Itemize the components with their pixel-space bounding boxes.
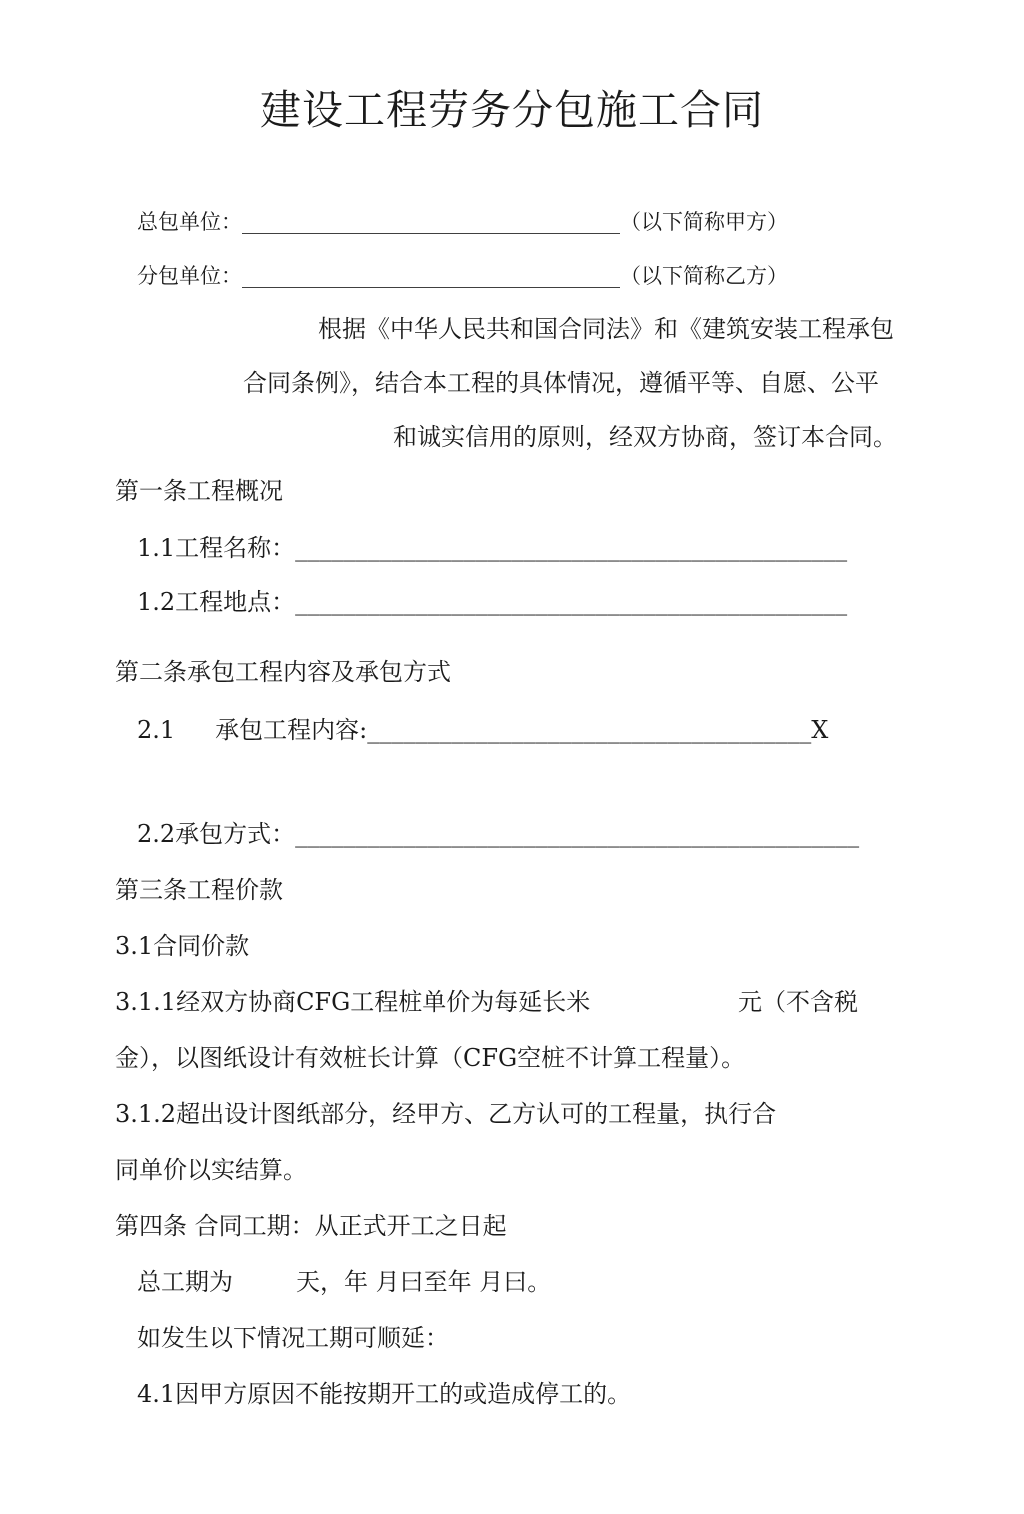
contractor-blank: ____________________________________	[242, 210, 620, 234]
article3-heading: 第三条工程价款	[115, 876, 283, 904]
total-duration-dates: 天，年 月曰至年 月曰。	[296, 1268, 552, 1296]
contract-mode-label: 2.2承包方式：	[137, 820, 296, 848]
scope-number: 2.1	[137, 716, 176, 744]
total-duration-label: 总工期为	[137, 1268, 233, 1296]
document-title: 建设工程劳务分包施工合同	[260, 86, 764, 134]
clause-3-1-1-line-1	[115, 990, 590, 1014]
clause-4-1: 4.1因甲方原因不能按期开工的或造成停工的。	[137, 1380, 632, 1408]
article2-item2	[137, 822, 859, 846]
extension-conditions: 如发生以下情况工期可顺延：	[137, 1324, 449, 1352]
article1-item1	[137, 536, 847, 560]
subcontractor-line	[137, 266, 788, 287]
unit-price-suffix: 元（不含税	[738, 988, 858, 1016]
contractor-line	[137, 212, 788, 233]
preamble-line-3: 和诚实信用的原则，经双方协商，签订本合同。	[393, 423, 897, 451]
contract-mode-blank: _______________________________________________	[295, 820, 860, 848]
scope-blank: _____________________________________	[367, 716, 812, 744]
scope-mark: X	[811, 716, 829, 744]
article1-item2	[137, 590, 847, 614]
clause-3-1-2-line-2: 同单价以实结算。	[115, 1156, 307, 1184]
subcontractor-label: 分包单位：	[137, 264, 242, 288]
project-location-blank: ______________________________________________	[295, 588, 848, 616]
project-location-label: 1.2工程地点：	[137, 588, 296, 616]
contract-price-heading: 3.1合同价款	[115, 932, 250, 960]
project-name-label: 1.1工程名称：	[137, 534, 296, 562]
preamble-line-1: 根据《中华人民共和国合同法》和《建筑安装工程承包	[318, 315, 894, 343]
clause-3-1-2-line-1: 3.1.2超出设计图纸部分，经甲方、乙方认可的工程量，执行合	[115, 1100, 777, 1128]
article1-heading: 第一条工程概况	[115, 477, 283, 505]
clause-3-1-1-line-2: 金），以图纸设计有效桩长计算（CFG空桩不计算工程量）。	[115, 1044, 746, 1072]
subcontractor-suffix: （以下简称乙方）	[620, 264, 788, 288]
preamble-line-2: 合同条例》，结合本工程的具体情况，遵循平等、自愿、公平	[243, 369, 879, 397]
subcontractor-blank: ____________________________________	[242, 264, 620, 288]
project-name-blank: ______________________________________________	[295, 534, 848, 562]
scope-label: 承包工程内容:	[215, 716, 368, 744]
unit-price-text: 3.1.1经双方协商CFG工程桩单价为每延长米	[115, 988, 591, 1016]
article4-heading: 第四条 合同工期：从正式开工之日起	[115, 1212, 507, 1240]
article2-item1	[137, 718, 828, 742]
contractor-label: 总包单位：	[137, 210, 242, 234]
article2-heading: 第二条承包工程内容及承包方式	[115, 658, 451, 686]
contractor-suffix: （以下简称甲方）	[620, 210, 788, 234]
